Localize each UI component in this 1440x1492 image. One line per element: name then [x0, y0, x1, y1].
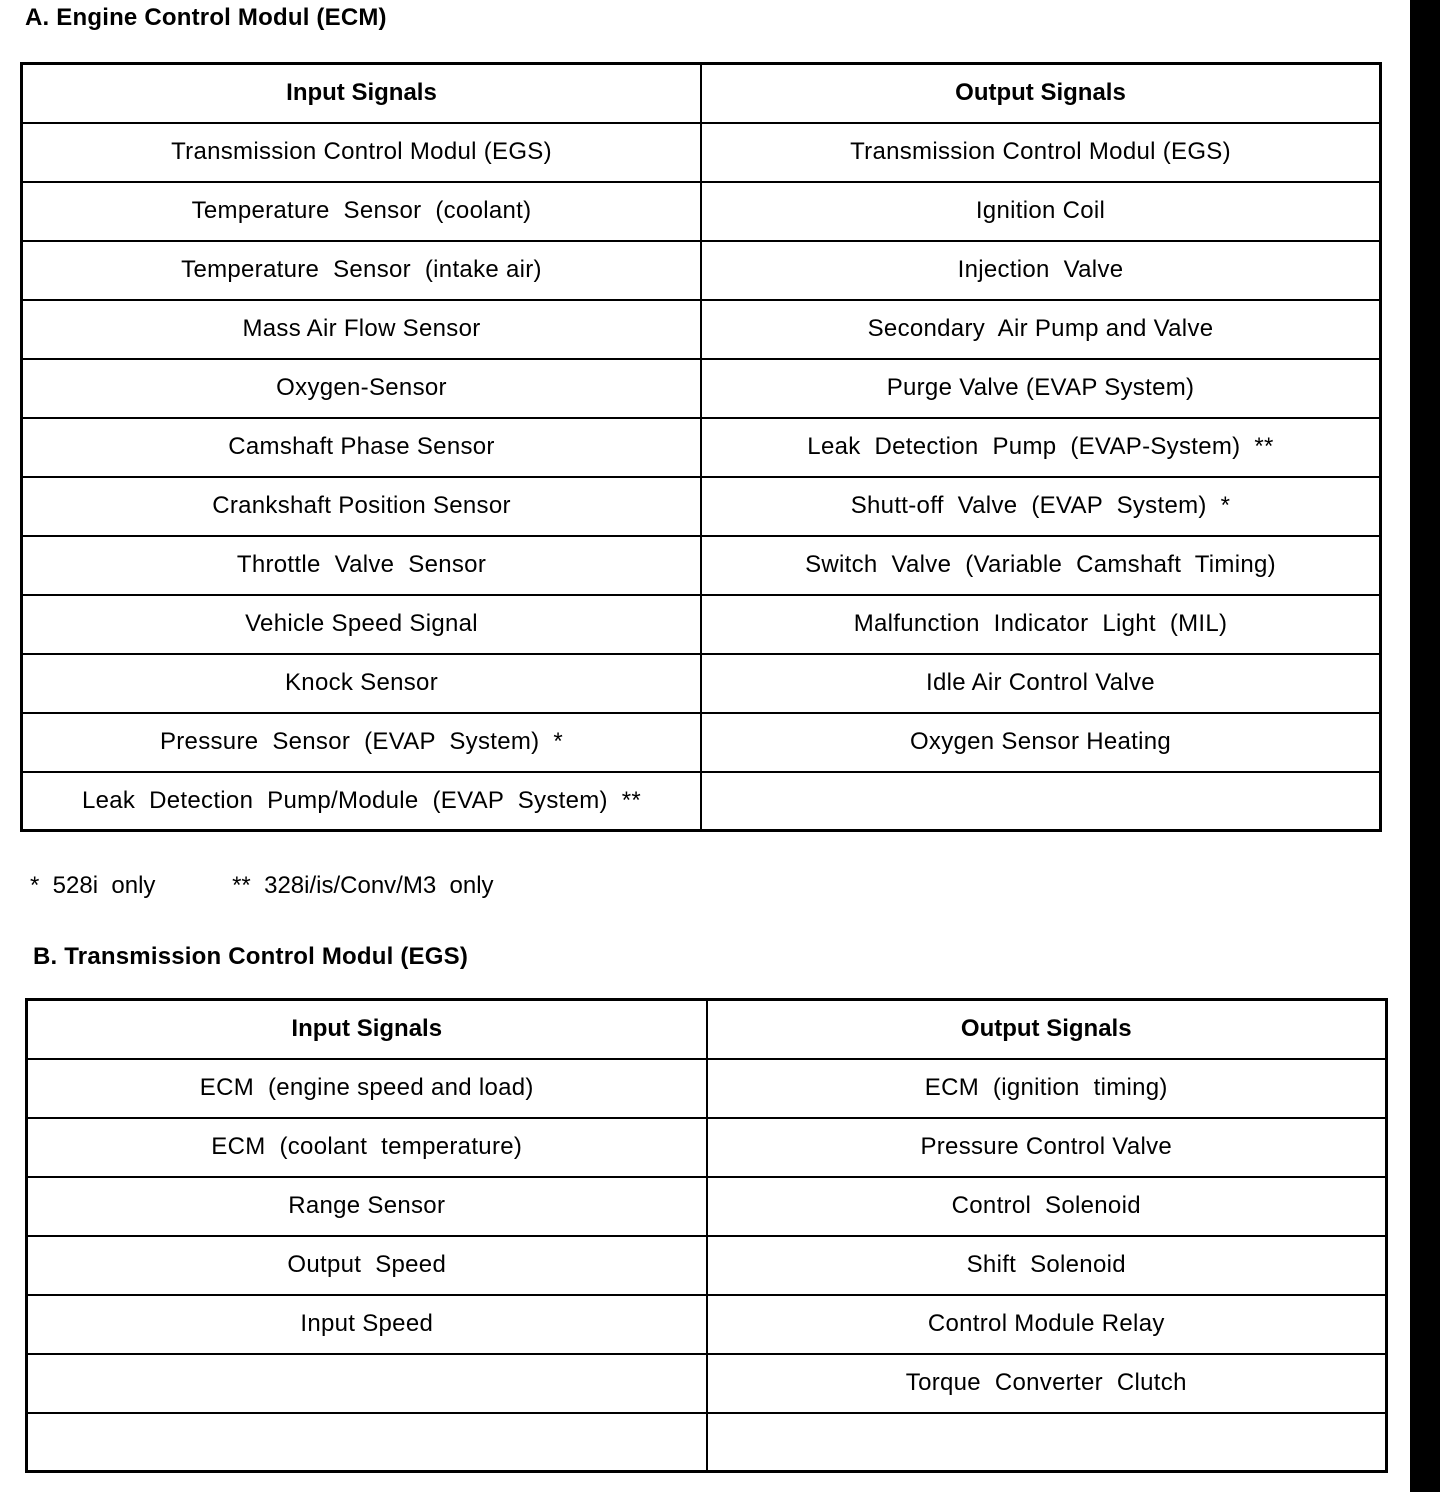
table-row — [22, 595, 1381, 654]
table-row — [22, 418, 1381, 477]
output-signals-header: Output Signals — [701, 64, 1381, 123]
output-signal-cell: Idle Air Control Valve — [701, 654, 1381, 713]
input-signal-cell: Temperature Sensor (coolant) — [22, 182, 702, 241]
input-signal-cell — [27, 1413, 707, 1472]
table-row — [22, 477, 1381, 536]
input-signal-cell: Range Sensor — [27, 1177, 707, 1236]
output-signal-cell — [701, 772, 1381, 831]
output-signal-cell: Control Solenoid — [707, 1177, 1387, 1236]
input-signal-cell: ECM (coolant temperature) — [27, 1118, 707, 1177]
output-signal-cell: Malfunction Indicator Light (MIL) — [701, 595, 1381, 654]
footnotes — [30, 872, 494, 900]
input-signal-cell: Transmission Control Modul (EGS) — [22, 123, 702, 182]
output-signals-header: Output Signals — [707, 1000, 1387, 1059]
output-signal-cell: Shift Solenoid — [707, 1236, 1387, 1295]
table-row — [27, 1059, 1387, 1118]
output-signal-cell: Injection Valve — [701, 241, 1381, 300]
input-signal-cell: ECM (engine speed and load) — [27, 1059, 707, 1118]
output-signal-cell: Shutt-off Valve (EVAP System) * — [701, 477, 1381, 536]
table-row — [22, 123, 1381, 182]
table-row — [22, 241, 1381, 300]
table-row — [22, 182, 1381, 241]
input-signal-cell: Vehicle Speed Signal — [22, 595, 702, 654]
input-signal-cell: Oxygen-Sensor — [22, 359, 702, 418]
input-signal-cell: Temperature Sensor (intake air) — [22, 241, 702, 300]
input-signal-cell: Crankshaft Position Sensor — [22, 477, 702, 536]
input-signal-cell: Mass Air Flow Sensor — [22, 300, 702, 359]
table-row — [27, 1413, 1387, 1472]
table-row — [27, 1177, 1387, 1236]
table-row — [22, 654, 1381, 713]
output-signal-cell: Leak Detection Pump (EVAP-System) ** — [701, 418, 1381, 477]
output-signal-cell: Transmission Control Modul (EGS) — [701, 123, 1381, 182]
output-signal-cell: Switch Valve (Variable Camshaft Timing) — [701, 536, 1381, 595]
table-row — [22, 300, 1381, 359]
table-row — [22, 536, 1381, 595]
input-signal-cell: Leak Detection Pump/Module (EVAP System) ** — [22, 772, 702, 831]
egs-signals-table — [25, 998, 1388, 1473]
input-signal-cell — [27, 1354, 707, 1413]
output-signal-cell — [707, 1413, 1387, 1472]
table-row — [22, 713, 1381, 772]
table-header-row — [22, 64, 1381, 123]
table-row — [27, 1295, 1387, 1354]
input-signal-cell: Throttle Valve Sensor — [22, 536, 702, 595]
input-signal-cell: Pressure Sensor (EVAP System) * — [22, 713, 702, 772]
section-b-title: B. Transmission Control Modul (EGS) — [33, 943, 469, 970]
table-row — [27, 1118, 1387, 1177]
output-signal-cell: Oxygen Sensor Heating — [701, 713, 1381, 772]
input-signal-cell: Input Speed — [27, 1295, 707, 1354]
input-signal-cell: Camshaft Phase Sensor — [22, 418, 702, 477]
footnote-328i: ** 328i/is/Conv/M3 only — [232, 872, 494, 899]
input-signal-cell: Output Speed — [27, 1236, 707, 1295]
table-row — [27, 1236, 1387, 1295]
table-header-row — [27, 1000, 1387, 1059]
table-row — [22, 359, 1381, 418]
output-signal-cell: Control Module Relay — [707, 1295, 1387, 1354]
output-signal-cell: Torque Converter Clutch — [707, 1354, 1387, 1413]
input-signals-header: Input Signals — [27, 1000, 707, 1059]
input-signal-cell: Knock Sensor — [22, 654, 702, 713]
ecm-signals-table — [20, 62, 1382, 832]
output-signal-cell: ECM (ignition timing) — [707, 1059, 1387, 1118]
output-signal-cell: Ignition Coil — [701, 182, 1381, 241]
table-row — [22, 772, 1381, 831]
section-a-title: A. Engine Control Modul (ECM) — [25, 4, 387, 31]
output-signal-cell: Purge Valve (EVAP System) — [701, 359, 1381, 418]
output-signal-cell: Secondary Air Pump and Valve — [701, 300, 1381, 359]
footnote-528i: * 528i only — [30, 872, 156, 899]
input-signals-header: Input Signals — [22, 64, 702, 123]
output-signal-cell: Pressure Control Valve — [707, 1118, 1387, 1177]
table-row — [27, 1354, 1387, 1413]
page-edge-bar — [1410, 0, 1440, 1492]
